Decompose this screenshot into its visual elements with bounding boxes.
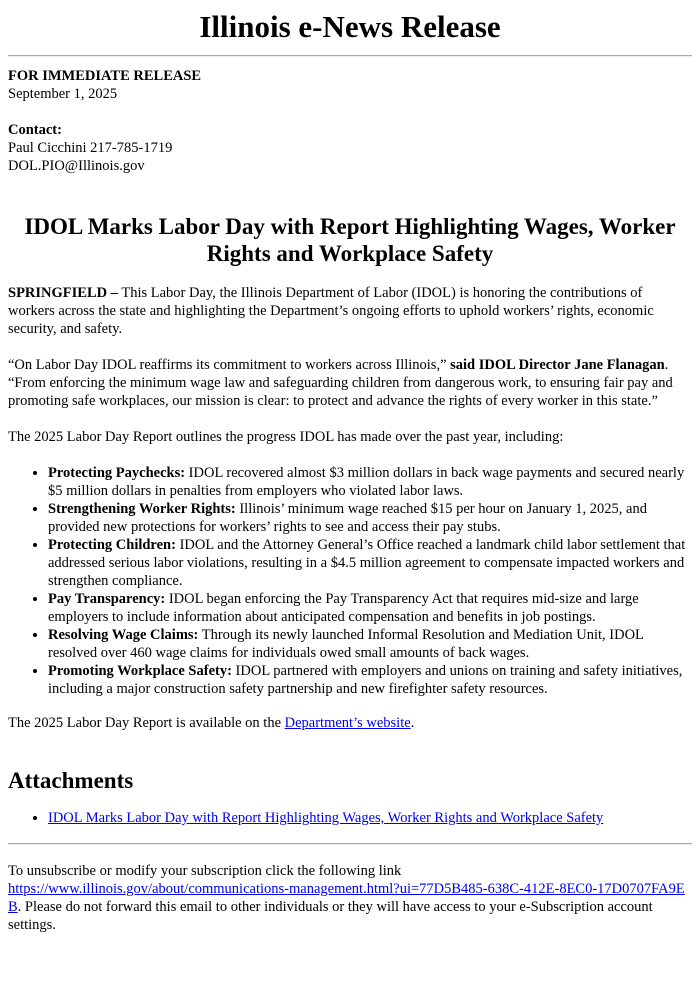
release-label: FOR IMMEDIATE RELEASE: [8, 68, 202, 84]
list-item: • Resolving Wage Claims: Through its newly launched Informal Resolution and Mediation Unit, IDOL resolved over 460 wage claims for individuals owed small amounts of back wages.: [48, 626, 692, 662]
footer-divider: [8, 843, 692, 845]
footer: [8, 862, 692, 934]
release-block: [8, 67, 692, 103]
attachments-list: [8, 809, 692, 827]
quote-part2: . “From enforcing the minimum wage law and safeguarding children from dangerous work, to ensuring fair pay and promoting safe workplaces, our mission is clear: to protect and advance the rights of every worker in this state.”: [8, 357, 673, 409]
footer-notice: . Please do not forward this email to other individuals or they will have access to your e-Subscription account settings.: [8, 899, 653, 933]
list-item: • Strengthening Worker Rights: Illinois’ minimum wage reached $15 per hour on January 1, 2025, and provided new protections for workers’ rights to see and access their pay stubs.: [48, 500, 692, 536]
masthead-divider: [8, 55, 692, 57]
list-item: • Pay Transparency: IDOL began enforcing the Pay Transparency Act that requires mid-size and large employers to include information about anticipated compensation and benefits in job postings.: [48, 590, 692, 626]
highlights-list: [8, 464, 692, 698]
contact-block: [8, 121, 692, 175]
department-website-link[interactable]: Department’s website: [284, 715, 411, 731]
contact-label: Contact:: [8, 122, 62, 138]
quote-paragraph: [8, 356, 692, 410]
list-item: [48, 809, 692, 827]
list-item: • Protecting Children: IDOL and the Attorney General’s Office reached a landmark child labor settlement that addressed serious labor violations, resulting in a $4.5 million agreement to compensate impacted workers and strengthen compliance.: [48, 536, 692, 590]
list-item: • Protecting Paychecks: IDOL recovered almost $3 million dollars in back wage payments and secured nearly $5 million dollars in penalties from employers who violated labor laws.: [48, 464, 692, 500]
unsubscribe-text: To unsubscribe or modify your subscription click the following link: [8, 863, 402, 879]
quote-attribution: said IDOL Director Jane Flanagan: [450, 357, 665, 373]
subscription-management-link[interactable]: https://www.illinois.gov/about/communications-management.html?ui=77D5B485-638C-412E-8EC0-17D0707FA9EB: [8, 881, 685, 915]
dateline: SPRINGFIELD –: [8, 285, 118, 301]
attachments-heading: Attachments: [8, 768, 134, 793]
release-headline: IDOL Marks Labor Day with Report Highlighting Wages, Worker Rights and Workplace Safety: [24, 214, 676, 266]
intro-text: This Labor Day, the Illinois Department of Labor (IDOL) is honoring the contributions of workers across the state and highlighting the Department’s ongoing efforts to uphold workers’ rights, economic security, and safety.: [8, 285, 654, 337]
attachment-link[interactable]: IDOL Marks Labor Day with Report Highlighting Wages, Worker Rights and Workplace Safety: [48, 810, 604, 826]
contact-name-phone: Paul Cicchini 217-785-1719: [8, 140, 173, 156]
report-intro: The 2025 Labor Day Report outlines the progress IDOL has made over the past year, including:: [8, 429, 564, 445]
masthead-title: Illinois e-News Release: [199, 9, 501, 44]
release-date: September 1, 2025: [8, 86, 118, 102]
list-item: • Promoting Workplace Safety: IDOL partnered with employers and unions on training and safety initiatives, including a major construction safety partnership and new firefighter safety resources.: [48, 662, 692, 698]
contact-email: DOL.PIO@Illinois.gov: [8, 158, 145, 174]
intro-paragraph: [8, 284, 692, 338]
quote-part1: “On Labor Day IDOL reaffirms its commitment to workers across Illinois,”: [8, 357, 451, 373]
availability-paragraph: The 2025 Labor Day Report is available on the Department’s website.: [8, 715, 415, 731]
